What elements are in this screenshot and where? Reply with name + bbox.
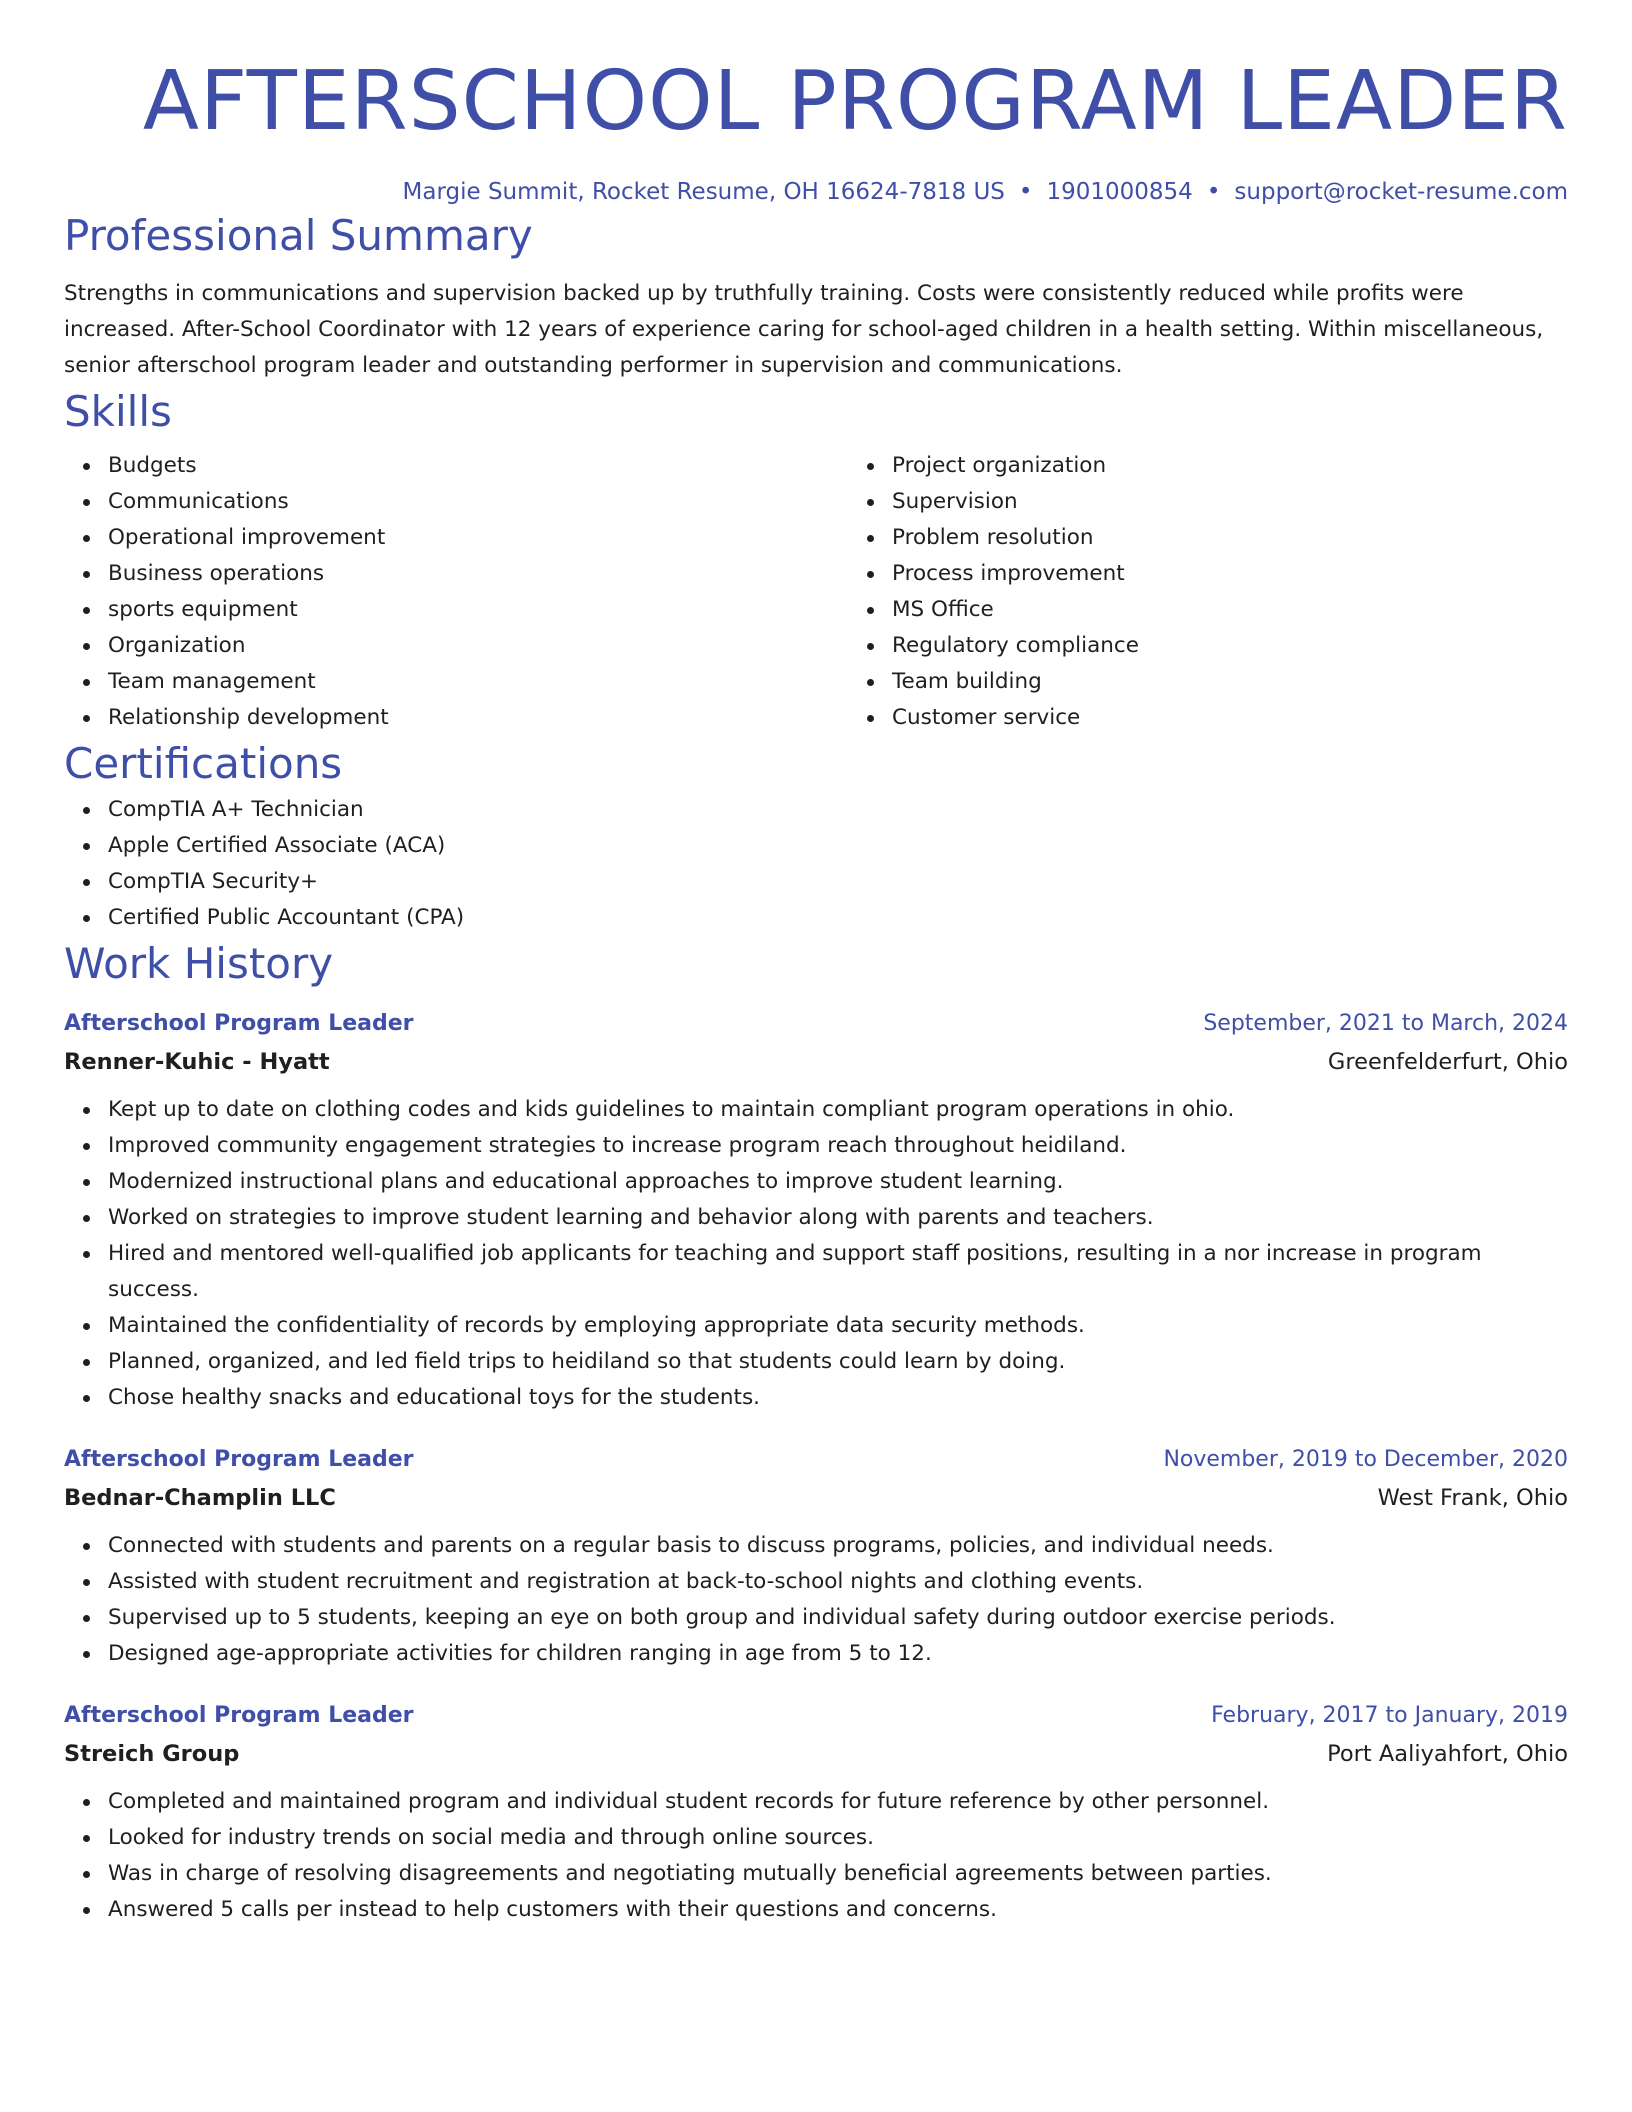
contact-address: Margie Summit, Rocket Resume, OH 16624-7818 US xyxy=(402,179,1005,205)
job-bullet: Chose healthy snacks and educational toys for the students. xyxy=(108,1380,1568,1416)
job-bullet: Kept up to date on clothing codes and kids guidelines to maintain compliant program operations in ohio. xyxy=(108,1092,1568,1128)
skill-item: Supervision xyxy=(892,484,1632,520)
skill-item: Problem resolution xyxy=(892,520,1632,556)
contact-separator: • xyxy=(1206,179,1221,205)
skill-item: Communications xyxy=(108,484,848,520)
job-company-row xyxy=(64,1734,1568,1774)
job-location: Port Aaliyahfort, Ohio xyxy=(1327,1741,1568,1767)
job-company: Streich Group xyxy=(64,1741,240,1767)
skill-item: Project organization xyxy=(892,448,1632,484)
skill-item: Business operations xyxy=(108,556,848,592)
job-title: Afterschool Program Leader xyxy=(64,1011,414,1036)
job-bullets xyxy=(64,1092,1568,1416)
job-bullet: Completed and maintained program and individual student records for future reference by other personnel. xyxy=(108,1784,1568,1820)
job-company: Renner-Kuhic - Hyatt xyxy=(64,1049,330,1075)
job-bullet: Modernized instructional plans and educational approaches to improve student learning. xyxy=(108,1164,1568,1200)
certification-item: CompTIA A+ Technician xyxy=(108,792,1568,828)
job-entry xyxy=(64,1698,1568,1928)
job-dates: November, 2019 to December, 2020 xyxy=(1163,1447,1568,1472)
job-bullet: Looked for industry trends on social media and through online sources. xyxy=(108,1820,1568,1856)
certification-item: Apple Certified Associate (ACA) xyxy=(108,828,1568,864)
skill-item: Budgets xyxy=(108,448,848,484)
certifications-heading: Certifications xyxy=(64,739,343,788)
job-bullet: Answered 5 calls per instead to help customers with their questions and concerns. xyxy=(108,1892,1568,1928)
job-entry xyxy=(64,1442,1568,1672)
job-company: Bednar-Champlin LLC xyxy=(64,1485,336,1511)
contact-separator: • xyxy=(1018,179,1033,205)
job-bullet: Assisted with student recruitment and registration at back-to-school nights and clothing events. xyxy=(108,1564,1568,1600)
job-bullets xyxy=(64,1528,1568,1672)
skill-item: Team management xyxy=(108,664,848,700)
job-bullet: Hired and mentored well-qualified job applicants for teaching and support staff positions, resulting in a nor increase in program success. xyxy=(108,1236,1568,1308)
skills-heading: Skills xyxy=(64,387,172,436)
job-location: West Frank, Ohio xyxy=(1377,1485,1568,1511)
job-header-row xyxy=(64,1698,1568,1734)
summary-heading: Professional Summary xyxy=(64,211,533,260)
skill-item: Relationship development xyxy=(108,700,848,736)
job-bullet: Improved community engagement strategies to increase program reach throughout heidiland. xyxy=(108,1128,1568,1164)
skill-item: Customer service xyxy=(892,700,1632,736)
skills-right-list xyxy=(848,448,1632,736)
certification-item: Certified Public Accountant (CPA) xyxy=(108,900,1568,936)
job-bullet: Worked on strategies to improve student learning and behavior along with parents and teachers. xyxy=(108,1200,1568,1236)
skill-item: Organization xyxy=(108,628,848,664)
job-bullet: Maintained the confidentiality of records by employing appropriate data security methods. xyxy=(108,1308,1568,1344)
job-dates: September, 2021 to March, 2024 xyxy=(1203,1011,1568,1036)
work-history-heading: Work History xyxy=(64,939,334,988)
job-header-row xyxy=(64,1442,1568,1478)
summary-text: Strengths in communications and supervision backed up by truthfully training. Costs were consistently reduced while profits were increased. After-School Coordinator with 12 years of experience caring for school-aged children in a health setting. Within miscellaneous, senior afterschool program leader and outstanding performer in supervision and communications. xyxy=(64,281,1544,378)
certifications-list xyxy=(64,792,1568,936)
job-title: Afterschool Program Leader xyxy=(64,1447,414,1472)
job-bullets xyxy=(64,1784,1568,1928)
job-bullet: Supervised up to 5 students, keeping an eye on both group and individual safety during outdoor exercise periods. xyxy=(108,1600,1568,1636)
contact-email: support@rocket-resume.com xyxy=(1234,179,1568,205)
job-company-row xyxy=(64,1042,1568,1082)
job-bullet: Planned, organized, and led field trips to heidiland so that students could learn by doing. xyxy=(108,1344,1568,1380)
certification-item: CompTIA Security+ xyxy=(108,864,1568,900)
resume-title: AFTERSCHOOL PROGRAM LEADER xyxy=(142,54,1568,149)
contact-line xyxy=(64,176,1568,208)
skill-item: MS Office xyxy=(892,592,1632,628)
job-bullet: Designed age-appropriate activities for children ranging in age from 5 to 12. xyxy=(108,1636,1568,1672)
skill-item: Operational improvement xyxy=(108,520,848,556)
skill-item: Regulatory compliance xyxy=(892,628,1632,664)
skill-item: Process improvement xyxy=(892,556,1632,592)
job-company-row xyxy=(64,1478,1568,1518)
job-location: Greenfelderfurt, Ohio xyxy=(1327,1049,1568,1075)
job-bullet: Connected with students and parents on a regular basis to discuss programs, policies, and individual needs. xyxy=(108,1528,1568,1564)
job-dates: February, 2017 to January, 2019 xyxy=(1211,1703,1568,1728)
skills-columns xyxy=(64,448,1568,736)
job-title: Afterschool Program Leader xyxy=(64,1703,414,1728)
job-bullet: Was in charge of resolving disagreements and negotiating mutually beneficial agreements between parties. xyxy=(108,1856,1568,1892)
skill-item: Team building xyxy=(892,664,1632,700)
skills-left-list xyxy=(64,448,848,736)
skill-item: sports equipment xyxy=(108,592,848,628)
job-entry xyxy=(64,1006,1568,1416)
contact-phone: 1901000854 xyxy=(1046,179,1193,205)
job-header-row xyxy=(64,1006,1568,1042)
